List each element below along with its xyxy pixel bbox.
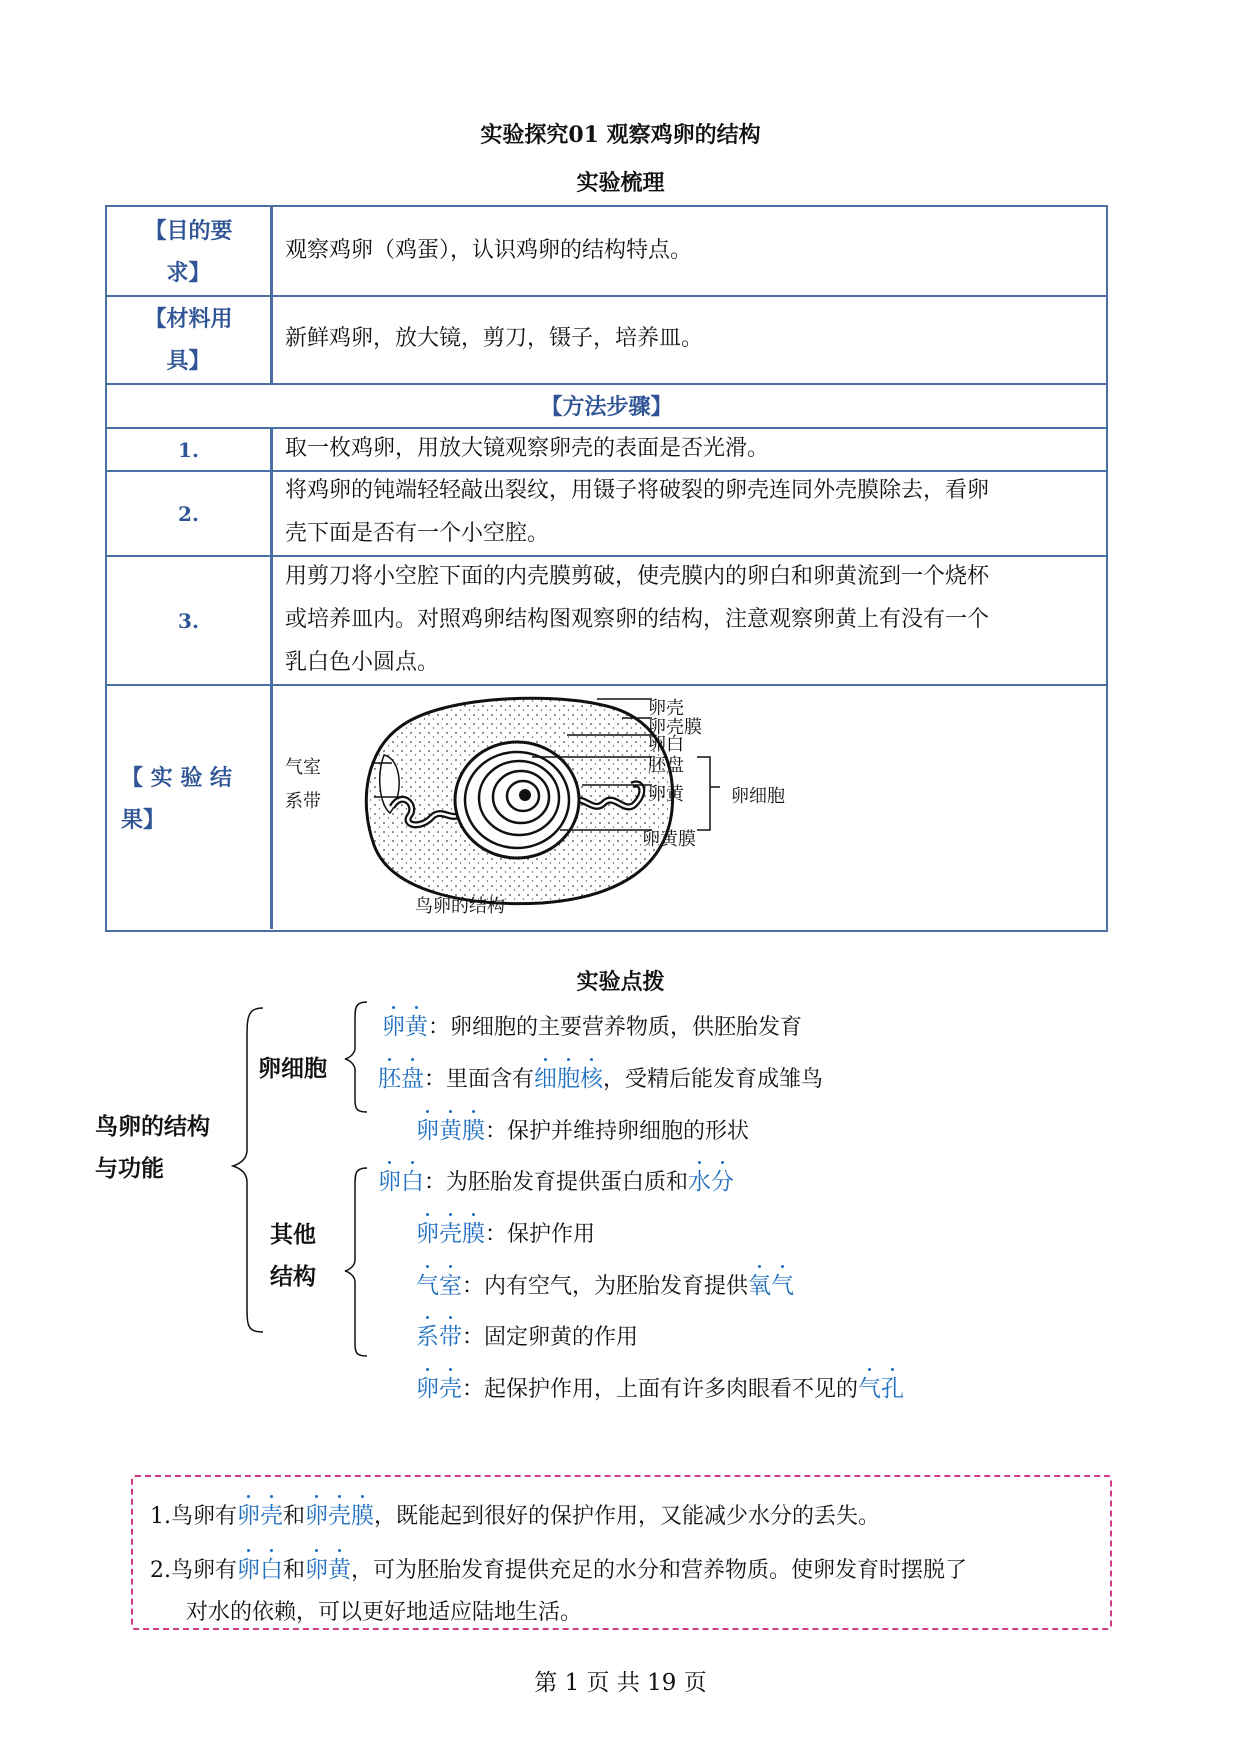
purpose-label-line: 求】 [166, 260, 211, 286]
emphasis-dot [781, 1265, 784, 1268]
mindmap-branch-line: 其他 [270, 1222, 316, 1248]
egg-structure-diagram [292, 685, 892, 930]
point-text: ：起保护作用，上面有许多肉眼看不见的 [462, 1377, 859, 1402]
emphasis-dot [411, 1058, 414, 1061]
point-text: ：保护并维持卵细胞的形状 [485, 1119, 750, 1144]
emphasis-dot [315, 1549, 318, 1552]
purpose-label [107, 209, 270, 295]
emphasis-dot [415, 1006, 418, 1009]
emphasis-dot [472, 1213, 475, 1216]
mindmap-root-line: 鸟卵的结构 [95, 1114, 210, 1140]
point-item [416, 1112, 749, 1145]
step-number: 3. [178, 608, 199, 633]
keyword: 卵黄 [382, 1014, 428, 1040]
note-text: 2.鸟卵有 [150, 1558, 237, 1583]
label-yolk-membrane: 卵黄膜 [642, 829, 696, 850]
emphasis-dot [315, 1495, 318, 1498]
table-column-divider [270, 207, 273, 929]
emphasis-dot [449, 1110, 452, 1113]
page-title: 实验探究01 观察鸡卵的结构 [480, 122, 761, 148]
emphasis-dot [392, 1006, 395, 1009]
diagram-caption: 鸟卵的结构 [415, 896, 505, 917]
page-footer: 第 1 页 共 19 页 [534, 1670, 707, 1696]
emphasis-dot [868, 1368, 871, 1371]
emphasis-dot [361, 1495, 364, 1498]
point-text: ：卵细胞的主要营养物质，供胚胎发育 [428, 1015, 803, 1040]
emphasis-dot [426, 1110, 429, 1113]
emphasis-dot [590, 1058, 593, 1061]
note-text: ，既能起到很好的保护作用，又能减少水分的丢失。 [374, 1504, 881, 1529]
mindmap-branch-line: 结构 [270, 1264, 316, 1290]
label-air-cell: 气室 [285, 757, 321, 778]
note-line: 对水的依赖，可以更好地适应陆地生活。 [186, 1600, 583, 1625]
keyword: 卵黄 [305, 1557, 351, 1583]
point-item [378, 1060, 823, 1093]
label-albumen: 卵白 [648, 734, 684, 755]
step-text: 或培养皿内。对照鸡卵结构图观察卵的结构，注意观察卵黄上有没有一个 [285, 607, 990, 632]
point-text: ：保护作用 [485, 1222, 596, 1247]
point-text: ：固定卵黄的作用 [462, 1325, 639, 1350]
emphasis-dot [449, 1368, 452, 1371]
emphasis-dot [388, 1161, 391, 1164]
emphasis-dot [449, 1316, 452, 1319]
note-text: 和 [283, 1558, 306, 1583]
keyword: 卵壳膜 [305, 1503, 374, 1529]
emphasis-dot [449, 1213, 452, 1216]
label-shell-membrane: 卵壳膜 [648, 717, 702, 738]
emphasis-dot [426, 1368, 429, 1371]
label-shell: 卵壳 [648, 698, 684, 719]
emphasis-dot [721, 1161, 724, 1164]
label-egg-cell: 卵细胞 [731, 786, 785, 807]
label-chalaza: 系带 [285, 791, 321, 812]
point-item [382, 1008, 802, 1041]
step-text: 乳白色小圆点。 [285, 650, 440, 675]
point-item [416, 1318, 638, 1351]
step-text: 将鸡卵的钝端轻轻敲出裂纹，用镊子将破裂的卵壳连同外壳膜除去，看卵 [285, 478, 990, 503]
materials-label-line: 【材料用 [144, 306, 233, 332]
point-item [378, 1163, 734, 1196]
materials-label [107, 297, 270, 383]
materials-text: 新鲜鸡卵，放大镜，剪刀，镊子，培养皿。 [285, 326, 704, 351]
keyword: 气室 [416, 1273, 462, 1299]
emphasis-dot [270, 1495, 273, 1498]
emphasis-dot [388, 1058, 391, 1061]
label-germinal-disc: 胚盘 [648, 755, 684, 776]
result-label: 果】 [121, 807, 166, 833]
purpose-text: 观察鸡卵（鸡蛋），认识鸡卵的结构特点。 [285, 238, 693, 263]
emphasis-dot [338, 1549, 341, 1552]
experiment-table [105, 205, 1108, 932]
mindmap-branch-others [270, 1214, 316, 1298]
keyword: 卵壳膜 [416, 1221, 485, 1247]
step-number: 1. [178, 437, 199, 462]
method-header: 【方法步骤】 [540, 394, 673, 420]
purpose-label-line: 【目的要 [144, 218, 233, 244]
point-item [416, 1267, 794, 1300]
keyword: 卵白 [237, 1557, 283, 1583]
emphasis-dot [567, 1058, 570, 1061]
note-line [150, 1551, 967, 1584]
materials-label-line: 具】 [166, 348, 211, 374]
keyword: 卵黄膜 [416, 1118, 485, 1144]
yolk [455, 742, 579, 858]
keyword: 细胞核 [534, 1066, 603, 1092]
point-item [416, 1370, 904, 1403]
note-text: 1.鸟卵有 [150, 1504, 237, 1529]
emphasis-dot [449, 1265, 452, 1268]
keyword: 水分 [688, 1169, 734, 1195]
result-label: 【 实 验 结 [121, 765, 232, 791]
emphasis-dot [247, 1495, 250, 1498]
step-text: 取一枚鸡卵，用放大镜观察卵壳的表面是否光滑。 [285, 436, 770, 461]
keyword: 卵白 [378, 1169, 424, 1195]
mindmap-branch-egg-cell: 卵细胞 [258, 1056, 327, 1082]
emphasis-dot [758, 1265, 761, 1268]
mindmap-root-line: 与功能 [95, 1156, 164, 1182]
keyword: 氧气 [748, 1273, 794, 1299]
emphasis-dot [472, 1110, 475, 1113]
point-text: ：为胚胎发育提供蛋白质和 [424, 1170, 689, 1195]
keyword: 气孔 [858, 1376, 904, 1402]
section-heading-points: 实验点拨 [576, 969, 665, 995]
step-text: 用剪刀将小空腔下面的内壳膜剪破，使壳膜内的卵白和卵黄流到一个烧杯 [285, 564, 990, 589]
step-text: 壳下面是否有一个小空腔。 [285, 521, 550, 546]
point-item [416, 1215, 595, 1248]
note-text: 和 [283, 1504, 306, 1529]
keyword: 胚盘 [378, 1066, 424, 1092]
mindmap-root [95, 1106, 210, 1190]
note-text: ，可为胚胎发育提供充足的水分和营养物质。使卵发育时摆脱了 [351, 1558, 968, 1583]
point-text: ，受精后能发育成雏鸟 [603, 1067, 824, 1092]
keyword: 卵壳 [237, 1503, 283, 1529]
step-number: 2. [178, 501, 199, 526]
keyword: 系带 [416, 1324, 462, 1350]
emphasis-dot [698, 1161, 701, 1164]
emphasis-dot [247, 1549, 250, 1552]
emphasis-dot [426, 1265, 429, 1268]
note-line [150, 1497, 880, 1530]
emphasis-dot [891, 1368, 894, 1371]
point-text: ：里面含有 [424, 1067, 535, 1092]
summary-note-box [131, 1475, 1112, 1630]
label-yolk: 卵黄 [648, 784, 684, 805]
emphasis-dot [426, 1213, 429, 1216]
emphasis-dot [544, 1058, 547, 1061]
emphasis-dot [270, 1549, 273, 1552]
emphasis-dot [426, 1316, 429, 1319]
section-heading-review: 实验梳理 [576, 170, 665, 196]
emphasis-dot [338, 1495, 341, 1498]
keyword: 卵壳 [416, 1376, 462, 1402]
emphasis-dot [411, 1161, 414, 1164]
point-text: ：内有空气，为胚胎发育提供 [462, 1274, 749, 1299]
